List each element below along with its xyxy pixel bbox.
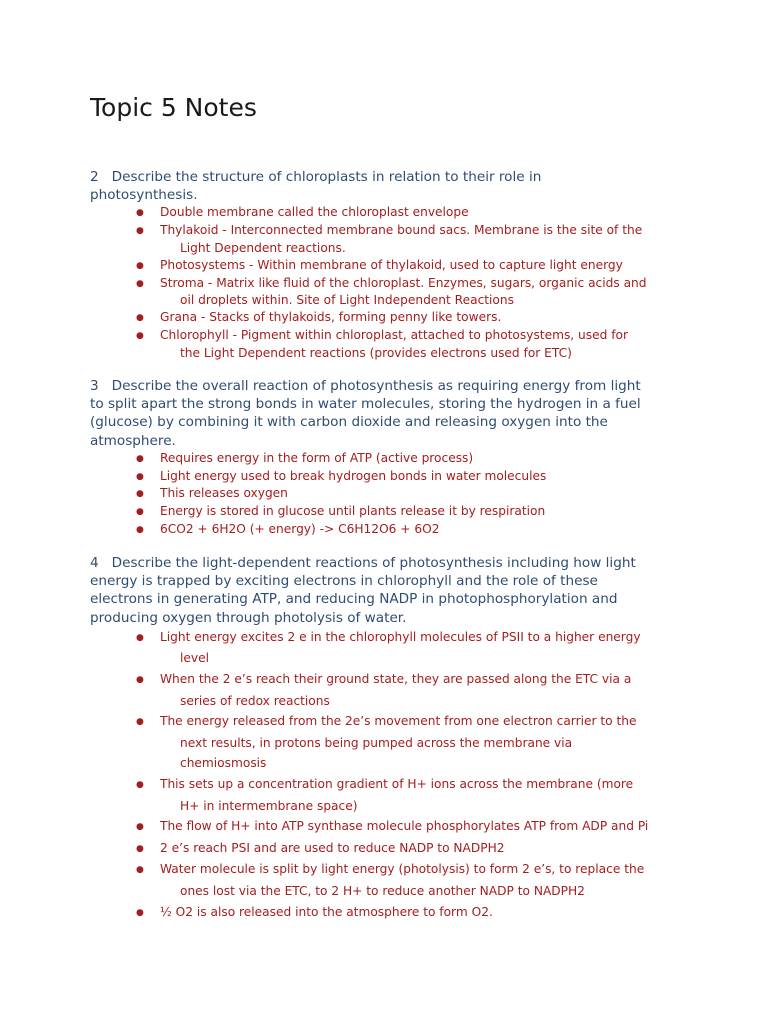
bullet-text: Double membrane called the chloroplast envelope <box>160 205 469 220</box>
bullet-icon: ● <box>136 779 144 790</box>
bullet-icon: ● <box>136 330 144 341</box>
bullet-icon: ● <box>136 907 144 918</box>
question-4: 4 Describe the light-dependent reactions of photosynthesis including how light energy is trapped by exciting electrons in chlorophyll and the role of these electrons in generating ATP, and reducing NADP in photophosphorylation and producing oxygen through photolysis of water. <box>90 555 641 626</box>
bullet-icon: ● <box>136 865 144 876</box>
bullet-icon: ● <box>136 675 144 685</box>
list-item <box>90 711 650 774</box>
bullet-list-2 <box>90 204 650 361</box>
list-item <box>90 816 650 838</box>
list-item <box>90 275 650 310</box>
bullet-icon: ● <box>136 260 144 271</box>
question-3: 3 Describe the overall reaction of photosynthesis as requiring energy from light to split apart the strong bonds in water molecules, storing the hydrogen in a fuel (glucose) by combining it with carbon dioxide and releasing oxygen into the atmosphere. <box>90 378 646 449</box>
bullet-text: This releases oxygen <box>160 486 288 501</box>
bullet-text: Light energy used to break hydrogen bonds in water molecules <box>160 468 547 483</box>
bullet-text: Thylakoid - Interconnected membrane bound sacs. Membrane is the site of the Light Dependent reactions. <box>160 223 643 255</box>
list-item <box>90 485 650 503</box>
list-item <box>90 859 650 901</box>
bullet-icon: ● <box>136 507 144 518</box>
bullet-list-4 <box>90 627 650 923</box>
bullet-text: Water molecule is split by light energy (photolysis) to form 2 e’s, to replace the ones lost via the ETC, to 2 H+ to reduce another NADP to NADPH2 <box>160 862 645 898</box>
list-item <box>90 669 650 711</box>
bullet-icon: ● <box>136 822 144 833</box>
bullet-icon: ● <box>136 471 144 482</box>
bullet-icon: ● <box>136 313 144 324</box>
list-item <box>90 204 650 222</box>
bullet-text: Stroma - Matrix like fluid of the chloroplast. Enzymes, sugars, organic acids and oil droplets within. Site of Light Independent Reactions <box>160 275 647 308</box>
bullet-icon: ● <box>136 278 144 289</box>
list-item <box>90 327 650 362</box>
bullet-icon: ● <box>136 525 144 535</box>
bullet-text: Light energy excites 2 e in the chlorophyll molecules of PSII to a higher energy level <box>160 629 641 666</box>
bullet-text: Chlorophyll - Pigment within chloroplast, attached to photosystems, used for the Light Dependent reactions (provides electrons used for ETC) <box>160 327 628 360</box>
list-item <box>90 838 650 860</box>
bullet-text: Energy is stored in glucose until plants release it by respiration <box>160 504 546 519</box>
list-item <box>90 627 650 669</box>
bullet-text: 2 e’s reach PSI and are used to reduce NADP to NADPH2 <box>160 840 505 855</box>
bullet-icon: ● <box>136 208 144 219</box>
bullet-icon: ● <box>136 453 144 464</box>
section-4 <box>90 554 650 923</box>
list-item <box>90 774 650 816</box>
bullet-text: When the 2 e’s reach their ground state, they are passed along the ETC via a series of redox reactions <box>160 672 632 708</box>
list-item <box>90 503 650 521</box>
bullet-text: Requires energy in the form of ATP (active process) <box>160 450 474 465</box>
bullet-icon: ● <box>136 717 144 728</box>
list-item <box>90 257 650 275</box>
bullet-text: ½ O2 is also released into the atmosphere to form O2. <box>160 904 493 919</box>
bullet-icon: ● <box>136 226 144 237</box>
list-item <box>90 521 650 539</box>
list-item <box>90 902 650 924</box>
bullet-icon: ● <box>136 489 144 500</box>
list-item <box>90 309 650 327</box>
bullet-text: Photosystems - Within membrane of thylakoid, used to capture light energy <box>160 257 623 272</box>
bullet-text: This sets up a concentration gradient of H+ ions across the membrane (more H+ in intermembrane space) <box>160 776 634 813</box>
bullet-icon: ● <box>136 632 144 643</box>
document-title: Topic 5 Notes <box>90 93 257 122</box>
section-3 <box>90 377 650 539</box>
bullet-icon: ● <box>136 843 144 854</box>
list-item <box>90 468 650 486</box>
bullet-list-3 <box>90 450 650 539</box>
bullet-text: The flow of H+ into ATP synthase molecule phosphorylates ATP from ADP and Pi <box>160 819 649 834</box>
bullet-text: 6CO2 + 6H2O (+ energy) -> C6H12O6 + 6O2 <box>160 522 440 536</box>
section-2 <box>90 168 650 362</box>
bullet-text: Grana - Stacks of thylakoids, forming penny like towers. <box>160 310 502 325</box>
list-item <box>90 222 650 257</box>
question-2: 2 Describe the structure of chloroplasts in relation to their role in photosynthesis. <box>90 169 546 204</box>
bullet-text: The energy released from the 2e’s movement from one electron carrier to the next results, in protons being pumped across the membrane via chemiosmosis <box>160 714 637 771</box>
list-item <box>90 450 650 468</box>
